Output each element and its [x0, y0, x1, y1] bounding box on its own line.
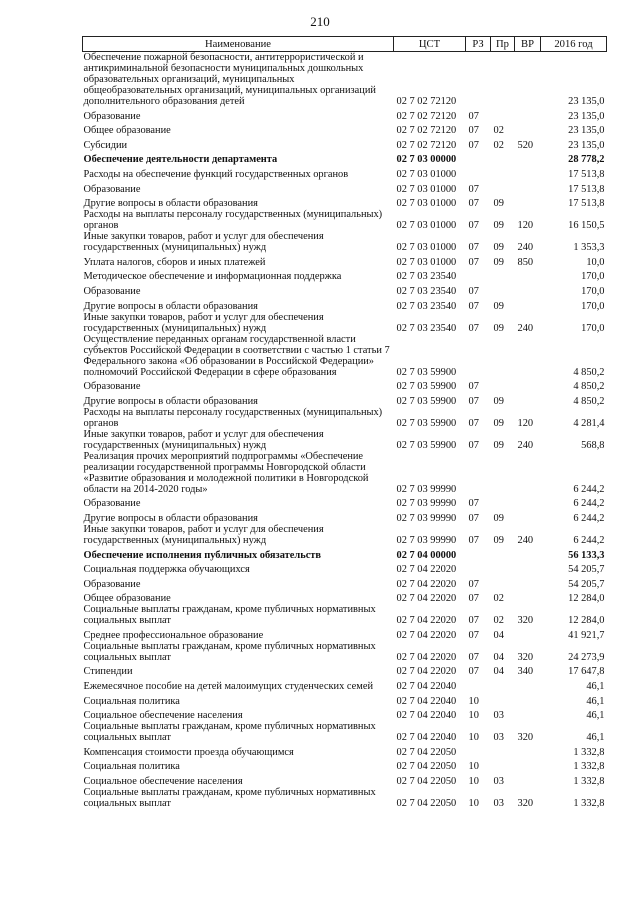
table-row [83, 758, 607, 773]
cell-amount: 12 284,0 [568, 593, 605, 605]
cell-rz: 07 [468, 242, 479, 254]
cell-vr [515, 297, 541, 312]
table-row [83, 692, 607, 707]
cell-vr: 320 [517, 798, 534, 810]
cell-rz: 07 [468, 439, 479, 451]
cell-name: Социальная политика [83, 761, 180, 773]
cell-rz: 07 [468, 139, 479, 151]
cell-amount: 6 244,2 [573, 483, 605, 495]
cell-pr [491, 180, 515, 195]
cell-cst: 02 7 04 22040 [396, 710, 457, 722]
table-row [83, 407, 607, 429]
table-row [83, 209, 607, 231]
cell-vr [515, 107, 541, 122]
cell-pr [491, 378, 515, 393]
table-row [83, 787, 607, 809]
cell-cst: 02 7 03 23540 [396, 285, 457, 297]
cell-rz [466, 561, 491, 576]
table-row [83, 509, 607, 524]
cell-rz: 07 [468, 534, 479, 546]
cell-pr: 09 [493, 322, 504, 334]
cell-vr [515, 626, 541, 641]
table-row [83, 451, 607, 495]
cell-vr [515, 590, 541, 605]
cell-rz: 07 [468, 593, 479, 605]
cell-vr [515, 451, 541, 495]
cell-amount: 6 244,2 [573, 512, 605, 524]
cell-pr: 04 [493, 666, 504, 678]
cell-name: Иные закупки товаров, работ и услуг для обеспечения государственных (муниципальных) нужд [83, 523, 324, 546]
cell-name: Другие вопросы в области образования [83, 198, 258, 210]
cell-amount: 6 244,2 [573, 498, 605, 510]
cell-rz: 07 [468, 256, 479, 268]
cell-vr [515, 692, 541, 707]
table-row [83, 641, 607, 663]
table-row [83, 231, 607, 253]
cell-amount: 4 850,2 [573, 395, 605, 407]
cell-amount: 10,0 [586, 256, 605, 268]
table-row [83, 297, 607, 312]
cell-amount: 54 205,7 [568, 578, 605, 590]
cell-amount: 4 281,4 [573, 417, 605, 429]
cell-amount: 1 332,8 [573, 761, 605, 773]
cell-vr: 240 [517, 439, 534, 451]
table-row [83, 52, 607, 108]
table-row [83, 575, 607, 590]
table-row [83, 743, 607, 758]
cell-cst: 02 7 03 01000 [396, 256, 457, 268]
cell-vr [515, 707, 541, 722]
cell-cst: 02 7 04 22050 [396, 761, 457, 773]
cell-pr: 09 [493, 242, 504, 254]
cell-pr [491, 758, 515, 773]
cell-cst: 02 7 03 99990 [396, 512, 457, 524]
cell-name: Общее образование [83, 593, 171, 605]
cell-name: Социальное обеспечение населения [83, 710, 243, 722]
cell-name: Образование [83, 498, 141, 510]
cell-amount: 23 135,0 [568, 139, 605, 151]
cell-cst: 02 7 04 22050 [396, 746, 457, 758]
cell-cst: 02 7 04 22040 [396, 681, 457, 693]
cell-vr: 120 [517, 220, 534, 232]
cell-cst: 02 7 04 22040 [396, 732, 457, 744]
table-row [83, 195, 607, 210]
cell-cst: 02 7 03 99990 [396, 483, 457, 495]
cell-vr: 240 [517, 534, 534, 546]
cell-amount: 17 513,8 [568, 183, 605, 195]
cell-name: Иные закупки товаров, работ и услуг для обеспечения государственных (муниципальных) нужд [83, 428, 324, 451]
header-pr: Пр [491, 37, 515, 52]
cell-pr: 09 [493, 220, 504, 232]
cell-amount: 17 513,8 [568, 168, 605, 180]
cell-cst: 02 7 03 01000 [396, 168, 457, 180]
cell-amount: 6 244,2 [573, 534, 605, 546]
cell-rz: 07 [468, 285, 479, 297]
cell-name: Другие вопросы в области образования [83, 300, 258, 312]
table-row [83, 626, 607, 641]
table-row [83, 253, 607, 268]
cell-vr [515, 575, 541, 590]
cell-name: Образование [83, 285, 141, 297]
cell-cst: 02 7 04 22020 [396, 666, 457, 678]
cell-rz: 07 [468, 651, 479, 663]
cell-name: Социальные выплаты гражданам, кроме публичных нормативных социальных выплат [83, 787, 376, 810]
table-row [83, 136, 607, 151]
cell-name: Обеспечение деятельности департамента [83, 154, 278, 166]
cell-cst: 02 7 04 00000 [396, 549, 457, 561]
cell-name: Образование [83, 183, 141, 195]
cell-rz [466, 268, 491, 283]
cell-pr [491, 151, 515, 166]
cell-pr: 09 [493, 198, 504, 210]
table-row [83, 604, 607, 626]
cell-name: Осуществление переданных органам государственной власти субъектов Российской Федерации в соответствии с частью 1 статьи 7 Федерального закона «Об образовании в Российской Федерации» полномочий Российской Федерации в сфере образования [83, 333, 390, 378]
cell-pr: 03 [493, 798, 504, 810]
cell-cst: 02 7 04 22050 [396, 798, 457, 810]
cell-pr [491, 692, 515, 707]
cell-vr [515, 392, 541, 407]
cell-vr [515, 52, 541, 108]
cell-rz: 07 [468, 381, 479, 393]
cell-vr [515, 122, 541, 137]
cell-vr [515, 268, 541, 283]
cell-rz: 07 [468, 615, 479, 627]
cell-name: Социальные выплаты гражданам, кроме публичных нормативных социальных выплат [83, 604, 376, 627]
table-row [83, 334, 607, 378]
cell-cst: 02 7 04 22020 [396, 564, 457, 576]
cell-name: Социальные выплаты гражданам, кроме публичных нормативных социальных выплат [83, 640, 376, 663]
cell-cst: 02 7 03 99990 [396, 534, 457, 546]
cell-name: Социальные выплаты гражданам, кроме публичных нормативных социальных выплат [83, 721, 376, 744]
cell-cst: 02 7 04 22050 [396, 776, 457, 788]
table-row [83, 677, 607, 692]
cell-cst: 02 7 03 23540 [396, 300, 457, 312]
table-row [83, 495, 607, 510]
cell-rz: 07 [468, 498, 479, 510]
cell-vr [515, 180, 541, 195]
cell-cst: 02 7 03 59900 [396, 395, 457, 407]
cell-rz: 10 [468, 798, 479, 810]
cell-rz: 10 [468, 732, 479, 744]
cell-name: Социальное обеспечение населения [83, 776, 243, 788]
cell-amount: 17 513,8 [568, 198, 605, 210]
cell-pr: 02 [493, 593, 504, 605]
cell-vr [515, 151, 541, 166]
cell-rz: 10 [468, 695, 479, 707]
cell-cst: 02 7 03 59900 [396, 439, 457, 451]
table-row [83, 282, 607, 297]
cell-vr [515, 677, 541, 692]
cell-rz: 07 [468, 198, 479, 210]
cell-vr: 240 [517, 242, 534, 254]
cell-cst: 02 7 02 72120 [396, 125, 457, 137]
cell-amount: 4 850,2 [573, 366, 605, 378]
cell-vr [515, 378, 541, 393]
cell-cst: 02 7 04 22020 [396, 651, 457, 663]
table-row [83, 546, 607, 561]
cell-cst: 02 7 03 01000 [396, 242, 457, 254]
cell-name: Среднее профессиональное образование [83, 629, 264, 641]
cell-pr: 03 [493, 776, 504, 788]
cell-rz: 07 [468, 395, 479, 407]
cell-amount: 46,1 [586, 710, 605, 722]
cell-rz [466, 743, 491, 758]
cell-cst: 02 7 03 01000 [396, 183, 457, 195]
cell-pr [491, 107, 515, 122]
cell-amount: 23 135,0 [568, 125, 605, 137]
cell-pr: 04 [493, 629, 504, 641]
cell-pr: 04 [493, 651, 504, 663]
cell-vr: 340 [517, 666, 534, 678]
cell-amount: 16 150,5 [568, 220, 605, 232]
cell-vr [515, 743, 541, 758]
cell-pr: 09 [493, 439, 504, 451]
cell-cst: 02 7 03 59900 [396, 417, 457, 429]
cell-name: Иные закупки товаров, работ и услуг для обеспечения государственных (муниципальных) нужд [83, 311, 324, 334]
cell-pr [491, 561, 515, 576]
cell-pr [491, 334, 515, 378]
cell-name: Уплата налогов, сборов и иных платежей [83, 256, 266, 268]
cell-rz [466, 151, 491, 166]
cell-amount: 1 332,8 [573, 776, 605, 788]
cell-name: Реализация прочих мероприятий подпрограммы «Обеспечение реализации государственной программы Новгородской области «Развитие образования и молодежной политики в Новгородской области на 2014-2020 годы» [83, 450, 369, 495]
cell-cst: 02 7 03 59900 [396, 366, 457, 378]
table-header-row [83, 37, 607, 52]
table-row [83, 524, 607, 546]
cell-amount: 12 284,0 [568, 615, 605, 627]
cell-pr: 03 [493, 710, 504, 722]
cell-name: Расходы на обеспечение функций государственных органов [83, 168, 349, 180]
cell-name: Компенсация стоимости проезда обучающимся [83, 746, 294, 758]
cell-pr: 09 [493, 300, 504, 312]
cell-amount: 4 850,2 [573, 381, 605, 393]
table-row [83, 772, 607, 787]
cell-rz: 07 [468, 666, 479, 678]
cell-name: Расходы на выплаты персоналу государственных (муниципальных) органов [83, 406, 383, 429]
cell-amount: 23 135,0 [568, 110, 605, 122]
cell-amount: 170,0 [581, 285, 605, 297]
cell-name: Ежемесячное пособие на детей малоимущих студенческих семей [83, 681, 374, 693]
cell-rz: 10 [468, 761, 479, 773]
cell-vr: 240 [517, 322, 534, 334]
cell-vr: 320 [517, 651, 534, 663]
cell-amount: 46,1 [586, 681, 605, 693]
table-row [83, 180, 607, 195]
cell-pr: 09 [493, 512, 504, 524]
cell-pr: 09 [493, 534, 504, 546]
cell-pr [491, 268, 515, 283]
cell-amount: 28 778,2 [568, 154, 605, 166]
cell-rz: 07 [468, 183, 479, 195]
cell-rz: 07 [468, 220, 479, 232]
cell-rz: 07 [468, 125, 479, 137]
cell-vr: 120 [517, 417, 534, 429]
cell-name: Социальная политика [83, 695, 180, 707]
cell-name: Другие вопросы в области образования [83, 395, 258, 407]
cell-pr: 02 [493, 139, 504, 151]
cell-rz: 07 [468, 110, 479, 122]
cell-rz [466, 52, 491, 108]
cell-cst: 02 7 03 01000 [396, 198, 457, 210]
cell-pr: 09 [493, 256, 504, 268]
table-row [83, 590, 607, 605]
cell-name: Стипендии [83, 666, 133, 678]
cell-name: Расходы на выплаты персоналу государственных (муниципальных) органов [83, 209, 383, 232]
cell-amount: 54 205,7 [568, 564, 605, 576]
cell-vr [515, 758, 541, 773]
table-row [83, 312, 607, 334]
header-cst: ЦСТ [394, 37, 466, 52]
cell-pr [491, 282, 515, 297]
cell-cst: 02 7 03 23540 [396, 271, 457, 283]
cell-amount: 24 273,9 [568, 651, 605, 663]
cell-rz: 07 [468, 578, 479, 590]
cell-vr: 520 [517, 139, 534, 151]
cell-rz: 07 [468, 512, 479, 524]
table-row [83, 151, 607, 166]
cell-name: Социальная поддержка обучающихся [83, 564, 250, 576]
cell-amount: 41 921,7 [568, 629, 605, 641]
cell-name: Обеспечение исполнения публичных обязательств [83, 549, 322, 561]
header-name: Наименование [83, 37, 394, 52]
cell-vr [515, 334, 541, 378]
cell-amount: 170,0 [581, 300, 605, 312]
cell-vr [515, 165, 541, 180]
cell-amount: 1 332,8 [573, 746, 605, 758]
cell-cst: 02 7 04 22020 [396, 615, 457, 627]
cell-amount: 170,0 [581, 271, 605, 283]
cell-rz: 07 [468, 417, 479, 429]
cell-pr [491, 165, 515, 180]
cell-cst: 02 7 03 99990 [396, 498, 457, 510]
table-row [83, 107, 607, 122]
cell-amount: 46,1 [586, 695, 605, 707]
cell-cst: 02 7 03 01000 [396, 220, 457, 232]
cell-amount: 56 133,3 [568, 549, 605, 561]
cell-pr: 09 [493, 395, 504, 407]
cell-amount: 1 332,8 [573, 798, 605, 810]
cell-cst: 02 7 04 22020 [396, 578, 457, 590]
header-vr: ВР [515, 37, 541, 52]
cell-name: Субсидии [83, 139, 128, 151]
table-row [83, 707, 607, 722]
cell-vr: 320 [517, 615, 534, 627]
cell-pr [491, 52, 515, 108]
cell-rz [466, 451, 491, 495]
table-row [83, 429, 607, 451]
cell-rz [466, 334, 491, 378]
cell-cst: 02 7 02 72120 [396, 96, 457, 107]
cell-amount: 17 647,8 [568, 666, 605, 678]
table-body [83, 52, 607, 810]
cell-pr: 03 [493, 732, 504, 744]
cell-amount: 46,1 [586, 732, 605, 744]
cell-name: Общее образование [83, 125, 171, 137]
cell-cst: 02 7 03 00000 [396, 154, 457, 166]
cell-vr [515, 561, 541, 576]
cell-vr [515, 495, 541, 510]
cell-vr [515, 195, 541, 210]
page-number: 210 [310, 14, 330, 29]
cell-pr [491, 451, 515, 495]
cell-amount: 568,8 [581, 439, 605, 451]
table-row [83, 122, 607, 137]
cell-name: Образование [83, 578, 141, 590]
cell-rz: 10 [468, 776, 479, 788]
cell-pr: 02 [493, 615, 504, 627]
cell-cst: 02 7 04 22040 [396, 695, 457, 707]
cell-cst: 02 7 04 22020 [396, 629, 457, 641]
cell-pr: 02 [493, 125, 504, 137]
table-row [83, 721, 607, 743]
header-rz: РЗ [466, 37, 491, 52]
table-row [83, 378, 607, 393]
cell-rz: 07 [468, 629, 479, 641]
cell-pr [491, 546, 515, 561]
cell-amount: 1 353,3 [573, 242, 605, 254]
cell-rz [466, 165, 491, 180]
cell-cst: 02 7 02 72120 [396, 139, 457, 151]
cell-name: Образование [83, 381, 141, 393]
cell-name: Иные закупки товаров, работ и услуг для обеспечения государственных (муниципальных) нужд [83, 231, 324, 254]
header-amount: 2016 год [541, 37, 607, 52]
cell-name: Методическое обеспечение и информационная поддержка [83, 271, 342, 283]
table-row [83, 268, 607, 283]
cell-name: Обеспечение пожарной безопасности, антитеррористической и антикриминальной безопасности муниципальных дошкольных образовательных организаций, муниципальных общеобразовательных организаций, муниципальных организаций дополнительного образования детей [83, 52, 376, 107]
cell-cst: 02 7 03 59900 [396, 381, 457, 393]
cell-vr [515, 282, 541, 297]
cell-cst: 02 7 03 23540 [396, 322, 457, 334]
table-row [83, 392, 607, 407]
cell-amount: 170,0 [581, 322, 605, 334]
table-row [83, 165, 607, 180]
cell-rz: 10 [468, 710, 479, 722]
cell-cst: 02 7 02 72120 [396, 110, 457, 122]
cell-pr [491, 575, 515, 590]
cell-name: Другие вопросы в области образования [83, 512, 258, 524]
cell-pr [491, 743, 515, 758]
budget-table [82, 36, 607, 809]
cell-pr: 09 [493, 417, 504, 429]
table-row [83, 663, 607, 678]
cell-pr [491, 677, 515, 692]
cell-rz [466, 677, 491, 692]
cell-amount: 23 135,0 [568, 96, 605, 107]
cell-vr: 320 [517, 732, 534, 744]
cell-vr [515, 546, 541, 561]
cell-rz [466, 546, 491, 561]
cell-cst: 02 7 04 22020 [396, 593, 457, 605]
cell-rz: 07 [468, 300, 479, 312]
cell-vr: 850 [517, 256, 534, 268]
table-row [83, 561, 607, 576]
cell-vr [515, 772, 541, 787]
cell-pr [491, 495, 515, 510]
cell-name: Образование [83, 110, 141, 122]
cell-rz: 07 [468, 322, 479, 334]
cell-vr [515, 509, 541, 524]
